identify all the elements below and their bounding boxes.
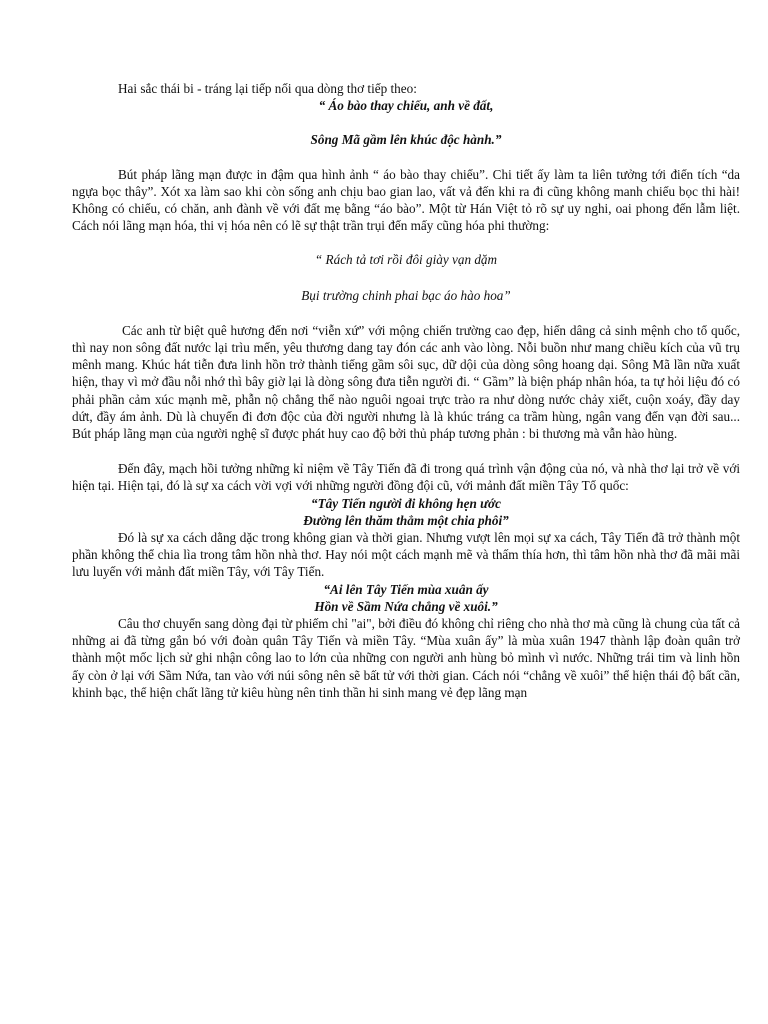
spacer [72, 269, 740, 287]
verse-quote-1-line-1: “ Áo bào thay chiếu, anh về đất, [318, 98, 494, 114]
paragraph-hien-tai: Đến đây, mạch hồi tưởng những kỉ niệm về Tây Tiến đã đi trong quá trình vận động của nó, và nhà thơ lại trở về với hiện tại. Hiện tại, đó là sự xa cách vời vợi với những người đồng đội cũ, với mảnh đất miền Tây Tổ quốc: [72, 461, 740, 494]
spacer [72, 442, 740, 460]
verse-quote-1-line-2: Sông Mã gầm lên khúc độc hành.” [310, 132, 502, 148]
paragraph-mua-xuan: Câu thơ chuyển sang dòng đại từ phiếm chỉ "ai", bởi điều đó không chỉ riêng cho nhà thơ mà cũng là chung của tất cả những ai đã từng gắn bó với đoàn quân Tây Tiến và miền Tây. “Mùa xuân ấy” là mùa xuân 1947 thành lập đoàn quân trở thành một mốc lịch sử ghi nhận công lao to lớn của những con người anh hùng bỏ mình vì nước. Những trái tim và linh hồn ấy còn ở lại với Sầm Nứa, tan vào với núi sông nên sẽ bất tử với thời gian. Cách nói “chẳng về xuôi” thể hiện thái độ bất cần, khinh bạc, thể hiện chất lãng tử kiêu hùng nên tinh thần hi sinh mang vẻ đẹp lãng mạn [72, 616, 740, 700]
spacer [72, 234, 740, 251]
paragraph-intro: Hai sắc thái bi - tráng lại tiếp nối qua dòng thơ tiếp theo: [118, 81, 417, 96]
spacer [72, 114, 740, 131]
verse-quote-4-line-2: Hồn về Sầm Nứa chẳng về xuôi.” [314, 598, 498, 614]
paragraph-song-ma: Các anh từ biệt quê hương đến nơi “viễn xứ” với mộng chiến trường cao đẹp, hiến dâng cả sinh mệnh cho tổ quốc, thì nay non sông đất nước lại trìu mến, yêu thương dang tay đón các anh vào lòng. Nỗi buồn như mang chiều kích của vũ trụ mênh mang. Khúc hát tiễn đưa linh hồn trở thành tiếng gầm sôi sục, dữ dội của dòng sông hoang dại. Sông Mã lần nữa xuất hiện, thay vì mở đầu nỗi nhớ thì bây giờ lại là dòng sông đưa tiễn người đi. “ Gầm” là biện pháp nhân hóa, ta tự hỏi liệu đó có phải phần cảm xúc mạnh mẽ, phẫn nộ chẳng thể nào nguôi ngoai trực trào ra như dòng nước chảy xiết, cuộn xoáy, đầy day dứt, đầy ám ảnh. Dù là chuyến đi đơn độc của đời người nhưng là là khúc tráng ca trầm hùng, ngân vang đến vạn đời sau... Bút pháp lãng mạn của người nghệ sĩ được phát huy cao độ bởi thủ pháp tương phản : bi thương mà vẫn hào hùng. [72, 322, 740, 442]
document-body [72, 80, 740, 701]
spacer [72, 304, 740, 322]
verse-quote-3-line-2: Đường lên thăm thẳm một chia phôi” [303, 512, 509, 528]
paragraph-xa-cach: Đó là sự xa cách dằng dặc trong không gian và thời gian. Nhưng vượt lên mọi sự xa cách, Tây Tiến đã trở thành một phần không thể chia lìa trong tâm hồn nhà thơ. Hay nói một cách mạnh mẽ và thấm thía hơn, thì tâm hồn nhà thơ đã mãi mãi lưu luyến với mảnh đất miền Tây, với Tây Tiến. [72, 530, 740, 580]
verse-quote-2-line-1: “ Rách tả tơi rồi đôi giày vạn dặm [314, 252, 498, 268]
paragraph-ao-bao: Bút pháp lãng mạn được in đậm qua hình ảnh “ áo bào thay chiếu”. Chi tiết ấy làm ta liên tưởng tới điển tích “da ngựa bọc thây”. Xót xa làm sao khi còn sống anh chịu bao gian lao, vất vả đến khi ra đi cũng không manh chiếu bọc thi hài! Không có chiếu, có chăn, anh đành về với đất mẹ bằng “áo bào”. Một từ Hán Việt tỏ rõ sự uy nghi, oai phong đến lẫm liệt. Cách nói lãng mạn hóa, thi vị hóa nên có lẽ sự thật trần trụi đến mấy cũng hóa phi thường: [72, 166, 740, 234]
verse-quote-2-line-2: Bụi trường chinh phai bạc áo hào hoa” [301, 287, 511, 303]
verse-quote-3-line-1: “Tây Tiến người đi không hẹn ước [311, 495, 501, 511]
spacer [72, 149, 740, 166]
verse-quote-4-line-1: “Ai lên Tây Tiến mùa xuân ấy [323, 581, 489, 597]
